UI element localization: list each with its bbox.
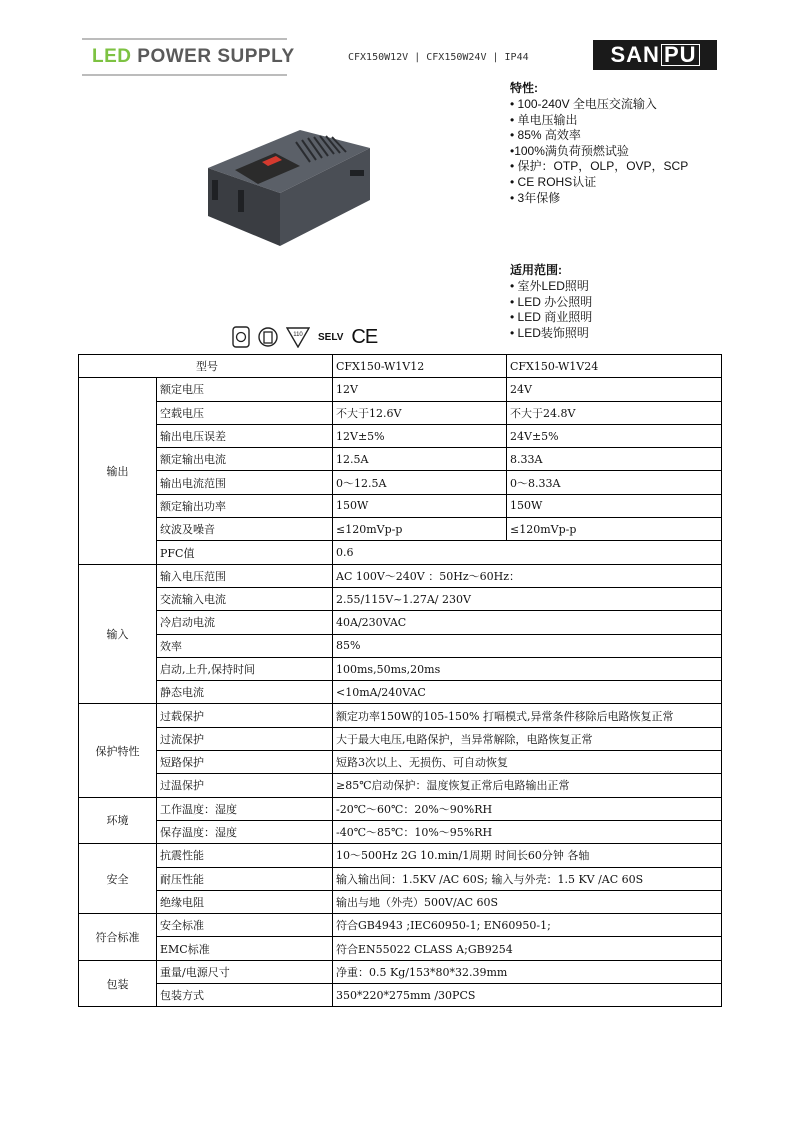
table-row — [79, 471, 722, 494]
spec-value-cell: 输出与地（外壳）500V/AC 60S — [333, 890, 722, 913]
spec-label-cell: 输入电压范围 — [157, 564, 333, 587]
feature-item: • 保护：OTP，OLP，OVP，SCP — [510, 159, 689, 174]
table-row — [79, 494, 722, 517]
features-list — [510, 79, 688, 206]
spec-value-cell: 24V±5% — [507, 424, 722, 447]
group-label-cell: 输出 — [79, 378, 157, 564]
product-image — [200, 118, 375, 253]
spec-label-cell: 输出电压误差 — [157, 424, 333, 447]
spec-label-cell: 重量/电源尺寸 — [157, 960, 333, 983]
certification-marks — [232, 322, 377, 352]
group-label-cell: 保护特性 — [79, 704, 157, 797]
spec-value-cell: 输入输出间：1.5KV /AC 60S; 输入与外壳：1.5 KV /AC 60S — [333, 867, 722, 890]
spec-label-cell: 启动,上升,保持时间 — [157, 657, 333, 680]
spec-value-cell: 150W — [333, 494, 507, 517]
temperature-cert-number: 110 — [293, 332, 303, 338]
model-col2-cell: CFX150-W1V24 — [507, 355, 722, 378]
logo-led: LED — [92, 46, 132, 67]
table-row — [79, 401, 722, 424]
table-row — [79, 704, 722, 727]
feature-item: • 单电压输出 — [510, 112, 578, 127]
temperature-cert-icon — [286, 326, 310, 348]
applications-title: 适用范围: — [510, 263, 562, 277]
spec-label-cell: 静态电流 — [157, 681, 333, 704]
spec-label-cell: 抗震性能 — [157, 844, 333, 867]
spec-label-cell: 交流输入电流 — [157, 587, 333, 610]
table-row — [79, 844, 722, 867]
spec-value-cell: 12V — [333, 378, 507, 401]
spec-value-cell: 0～12.5A — [333, 471, 507, 494]
application-item: • LED 办公照明 — [510, 294, 593, 309]
spec-value-cell: -40℃～85℃：10%～95%RH — [333, 820, 722, 843]
spec-label-cell: EMC标准 — [157, 937, 333, 960]
spec-value-cell: 150W — [507, 494, 722, 517]
table-row — [79, 751, 722, 774]
brand-logo — [593, 40, 717, 70]
table-row — [79, 820, 722, 843]
spec-label-cell: 额定输出电流 — [157, 448, 333, 471]
logo-text — [92, 46, 295, 68]
table-row — [79, 774, 722, 797]
spec-label-cell: 安全标准 — [157, 914, 333, 937]
table-row — [79, 914, 722, 937]
table-row — [79, 424, 722, 447]
spec-label-cell: 空载电压 — [157, 401, 333, 424]
table-row — [79, 727, 722, 750]
feature-item: •100%满负荷预燃试验 — [510, 143, 629, 158]
group-label-cell: 安全 — [79, 844, 157, 914]
spec-value-cell: 0～8.33A — [507, 471, 722, 494]
table-row — [79, 518, 722, 541]
feature-item: • 3年保修 — [510, 190, 561, 205]
spec-value-cell: 短路3次以上、无损伤、可自动恢复 — [333, 751, 722, 774]
spec-value-cell: 10～500Hz 2G 10.min/1周期 时间长60分钟 各轴 — [333, 844, 722, 867]
table-row — [79, 634, 722, 657]
spec-value-cell: ≤120mVp-p — [507, 518, 722, 541]
group-label-cell: 输入 — [79, 564, 157, 704]
table-row — [79, 448, 722, 471]
spec-label-cell: 额定电压 — [157, 378, 333, 401]
group-label-cell: 环境 — [79, 797, 157, 844]
spec-label-cell: 冷启动电流 — [157, 611, 333, 634]
spec-value-cell: 2.55/115V~1.27A/ 230V — [333, 587, 722, 610]
enclosure-cert-icon — [258, 326, 278, 348]
spec-label-cell: 输出电流范围 — [157, 471, 333, 494]
group-label-cell: 符合标准 — [79, 914, 157, 961]
spec-value-cell: 大于最大电压,电路保护，当异常解除，电路恢复正常 — [333, 727, 722, 750]
table-row — [79, 657, 722, 680]
brand-pu: PU — [661, 44, 700, 66]
application-item: • 室外LED照明 — [510, 279, 589, 293]
spec-value-cell: 12.5A — [333, 448, 507, 471]
features-title: 特性: — [510, 81, 538, 95]
spec-value-cell: 8.33A — [507, 448, 722, 471]
spec-value-cell: AC 100V～240V ：50Hz～60Hz： — [333, 564, 722, 587]
spec-label-cell: 工作温度：湿度 — [157, 797, 333, 820]
spec-label-cell: 过载保护 — [157, 704, 333, 727]
spec-value-cell: 不大于12.6V — [333, 401, 507, 424]
spec-value-cell: 净重：0.5 Kg/153*80*32.39mm — [333, 960, 722, 983]
model-numbers: CFX150W12V | CFX150W24V | IP44 — [348, 52, 529, 63]
feature-item: • 100-240V 全电压交流输入 — [510, 97, 657, 111]
spec-label-cell: PFC值 — [157, 541, 333, 564]
spec-value-cell: 不大于24.8V — [507, 401, 722, 424]
spec-value-cell: 12V±5% — [333, 424, 507, 447]
spec-value-cell: 85% — [333, 634, 722, 657]
table-row — [79, 867, 722, 890]
table-row — [79, 611, 722, 634]
spec-label-cell: 短路保护 — [157, 751, 333, 774]
spec-value-cell: ≤120mVp-p — [333, 518, 507, 541]
table-row — [79, 587, 722, 610]
ce-mark-icon: CE — [351, 325, 378, 348]
table-row — [79, 937, 722, 960]
spec-label-cell: 包装方式 — [157, 984, 333, 1007]
spec-label-cell: 耐压性能 — [157, 867, 333, 890]
spec-value-cell: 100ms,50ms,20ms — [333, 657, 722, 680]
spec-value-cell: 符合GB4943 ;IEC60950-1; EN60950-1; — [333, 914, 722, 937]
spec-value-cell: 符合EN55022 CLASS A;GB9254 — [333, 937, 722, 960]
brand-san: SAN — [610, 42, 660, 67]
spec-value-cell: 额定功率150W的105-150% 打嗝模式,异常条件移除后电路恢复正常 — [333, 704, 722, 727]
table-row — [79, 378, 722, 401]
table-row — [79, 797, 722, 820]
table-header-row — [79, 355, 722, 378]
table-row — [79, 984, 722, 1007]
safety-cert-icon — [232, 326, 250, 348]
spec-value-cell: -20℃～60℃：20%～90%RH — [333, 797, 722, 820]
group-label-cell: 包装 — [79, 960, 157, 1007]
application-item: • LED 商业照明 — [510, 310, 593, 325]
logo-power-supply: POWER SUPPLY — [137, 46, 295, 67]
spec-label-cell: 保存温度：湿度 — [157, 820, 333, 843]
spec-value-cell: 24V — [507, 378, 722, 401]
spec-label-cell: 绝缘电阻 — [157, 890, 333, 913]
spec-value-cell: 350*220*275mm /30PCS — [333, 984, 722, 1007]
spec-value-cell: 40A/230VAC — [333, 611, 722, 634]
spec-label-cell: 过温保护 — [157, 774, 333, 797]
table-row — [79, 960, 722, 983]
spec-table — [78, 354, 722, 1007]
header-rule-top — [82, 38, 287, 40]
header-rule-bottom — [82, 74, 287, 76]
table-row — [79, 681, 722, 704]
spec-label-cell: 额定输出功率 — [157, 494, 333, 517]
table-row — [79, 541, 722, 564]
spec-label-cell: 纹波及噪音 — [157, 518, 333, 541]
feature-item: • CE ROHS认证 — [510, 174, 597, 189]
table-row — [79, 564, 722, 587]
model-col1-cell: CFX150-W1V12 — [333, 355, 507, 378]
spec-label-cell: 过流保护 — [157, 727, 333, 750]
applications-list — [510, 261, 592, 341]
spec-label-cell: 效率 — [157, 634, 333, 657]
spec-value-cell: 0.6 — [333, 541, 722, 564]
table-row — [79, 890, 722, 913]
selv-mark: SELV — [318, 331, 344, 343]
feature-item: • 85% 高效率 — [510, 128, 581, 143]
spec-value-cell: ≥85℃启动保护：温度恢复正常后电路输出正常 — [333, 774, 722, 797]
spec-value-cell: <10mA/240VAC — [333, 681, 722, 704]
model-label-cell: 型号 — [79, 355, 333, 378]
application-item: • LED装饰照明 — [510, 325, 589, 340]
